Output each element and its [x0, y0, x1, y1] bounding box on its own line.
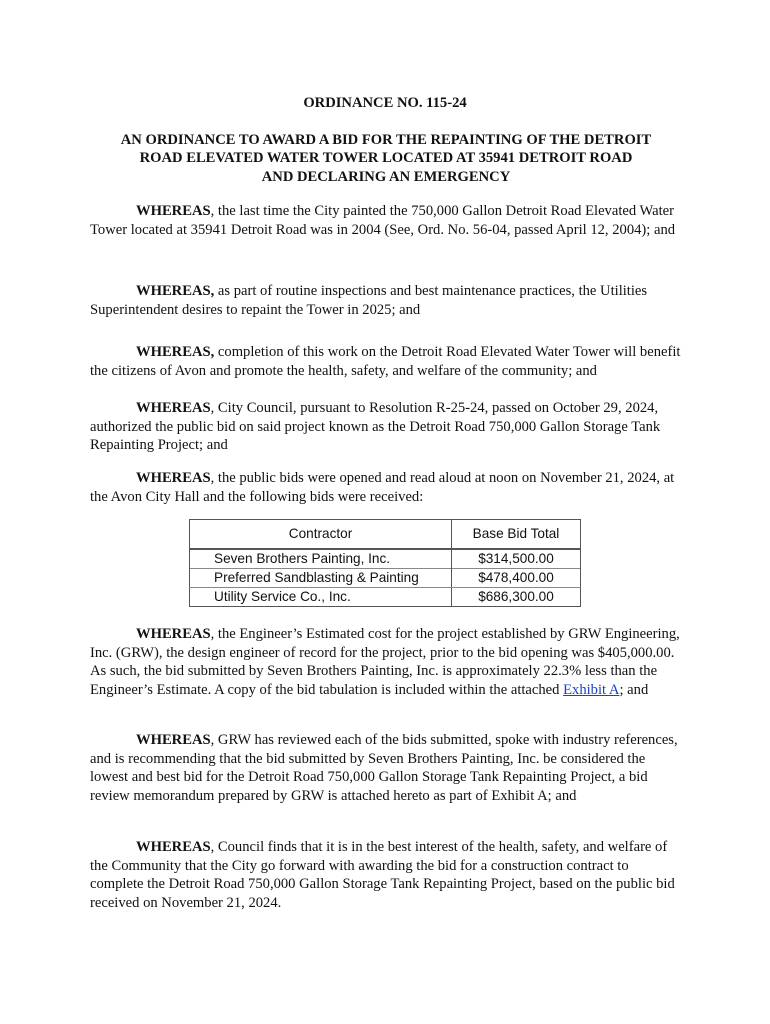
paragraph-text: , GRW has reviewed each of the bids submitted, spoke with industry references, and is recommending that the bid submitted by Seven Brothers Painting, Inc. be considered the lowest and best bid for the Detroit Road 750,000 Gallon Storage Tank Repainting Project, a bid review memorandum prepared by GRW is attached hereto as part of Exhibit A; and [90, 732, 678, 804]
paragraph-text: ; and [619, 681, 649, 698]
column-header-contractor: Contractor [190, 520, 452, 550]
whereas-paragraph-1 [90, 202, 684, 239]
paragraph-text: , Council finds that it is in the best interest of the health, safety, and welfare of the Community that the City go forward with awarding the bid for a construction contract to complete the Detroit Road 750,000 Gallon Storage Tank Repainting Project, based on the public bid received on November 21, 2024. [90, 839, 675, 911]
whereas-label: WHEREAS [136, 839, 211, 855]
contractor-cell: Utility Service Co., Inc. [190, 588, 452, 607]
whereas-paragraph-4 [90, 399, 684, 455]
bid-table [189, 519, 581, 607]
bid-amount-cell: $314,500.00 [452, 549, 581, 569]
exhibit-a-link[interactable]: Exhibit A [563, 681, 620, 698]
whereas-label: WHEREAS [136, 732, 211, 748]
table-row [190, 588, 581, 607]
paragraph-text: completion of this work on the Detroit Road Elevated Water Tower will benefit the citizens of Avon and promote the health, safety, and welfare of the community; and [90, 344, 681, 379]
whereas-label: WHEREAS [136, 470, 211, 486]
whereas-label: WHEREAS [136, 203, 211, 219]
whereas-paragraph-2 [90, 282, 684, 319]
bid-amount-cell: $478,400.00 [452, 569, 581, 588]
paragraph-text: as part of routine inspections and best maintenance practices, the Utilities Superintendent desires to repaint the Tower in 2025; and [90, 283, 648, 318]
column-header-base-bid: Base Bid Total [452, 520, 581, 550]
table-row [190, 549, 581, 569]
ordinance-title: ORDINANCE NO. 115-24 [303, 95, 467, 111]
paragraph-text: , the last time the City painted the 750,000 Gallon Detroit Road Elevated Water Tower located at 35941 Detroit Road was in 2004 (See, Ord. No. 56-04, passed April 12, 2004); and [90, 203, 676, 238]
paragraph-text: , the public bids were opened and read aloud at noon on November 21, 2024, at the Avon City Hall and the following bids were received: [90, 470, 675, 505]
contractor-cell: Preferred Sandblasting & Painting [190, 569, 452, 588]
whereas-label: WHEREAS [136, 400, 211, 416]
subtitle-line: AND DECLARING AN EMERGENCY [261, 168, 511, 185]
whereas-paragraph-3 [90, 343, 684, 380]
table-row [190, 569, 581, 588]
bid-amount-cell: $686,300.00 [452, 588, 581, 607]
whereas-label: WHEREAS [136, 626, 211, 642]
whereas-paragraph-5 [90, 469, 684, 506]
subtitle-line: AN ORDINANCE TO AWARD A BID FOR THE REPAINTING OF THE DETROIT [120, 132, 652, 148]
paragraph-text: , the Engineer’s Estimated cost for the project established by GRW Engineering, Inc. (GRW), the design engineer of record for the project, prior to the bid opening was $405,000.00. As such, the bid submitted by Seven Brothers Painting, Inc. is approximately 22.3% less than the Engineer’s Estimate. A copy of the bid tabulation is included within the attached [90, 626, 680, 698]
whereas-label: WHEREAS, [136, 283, 215, 299]
subtitle-line: ROAD ELEVATED WATER TOWER LOCATED AT 35941 DETROIT ROAD [139, 150, 633, 167]
table-header-row [190, 520, 581, 550]
whereas-paragraph-6 [90, 625, 684, 699]
paragraph-text: , City Council, pursuant to Resolution R-25-24, passed on October 29, 2024, authorized the public bid on said project known as the Detroit Road 750,000 Gallon Storage Tank Repainting Project; and [90, 400, 661, 454]
ordinance-subtitle [96, 131, 676, 186]
contractor-cell: Seven Brothers Painting, Inc. [190, 549, 452, 569]
whereas-paragraph-7 [90, 731, 684, 805]
whereas-paragraph-8 [90, 838, 684, 912]
whereas-label: WHEREAS, [136, 344, 215, 360]
